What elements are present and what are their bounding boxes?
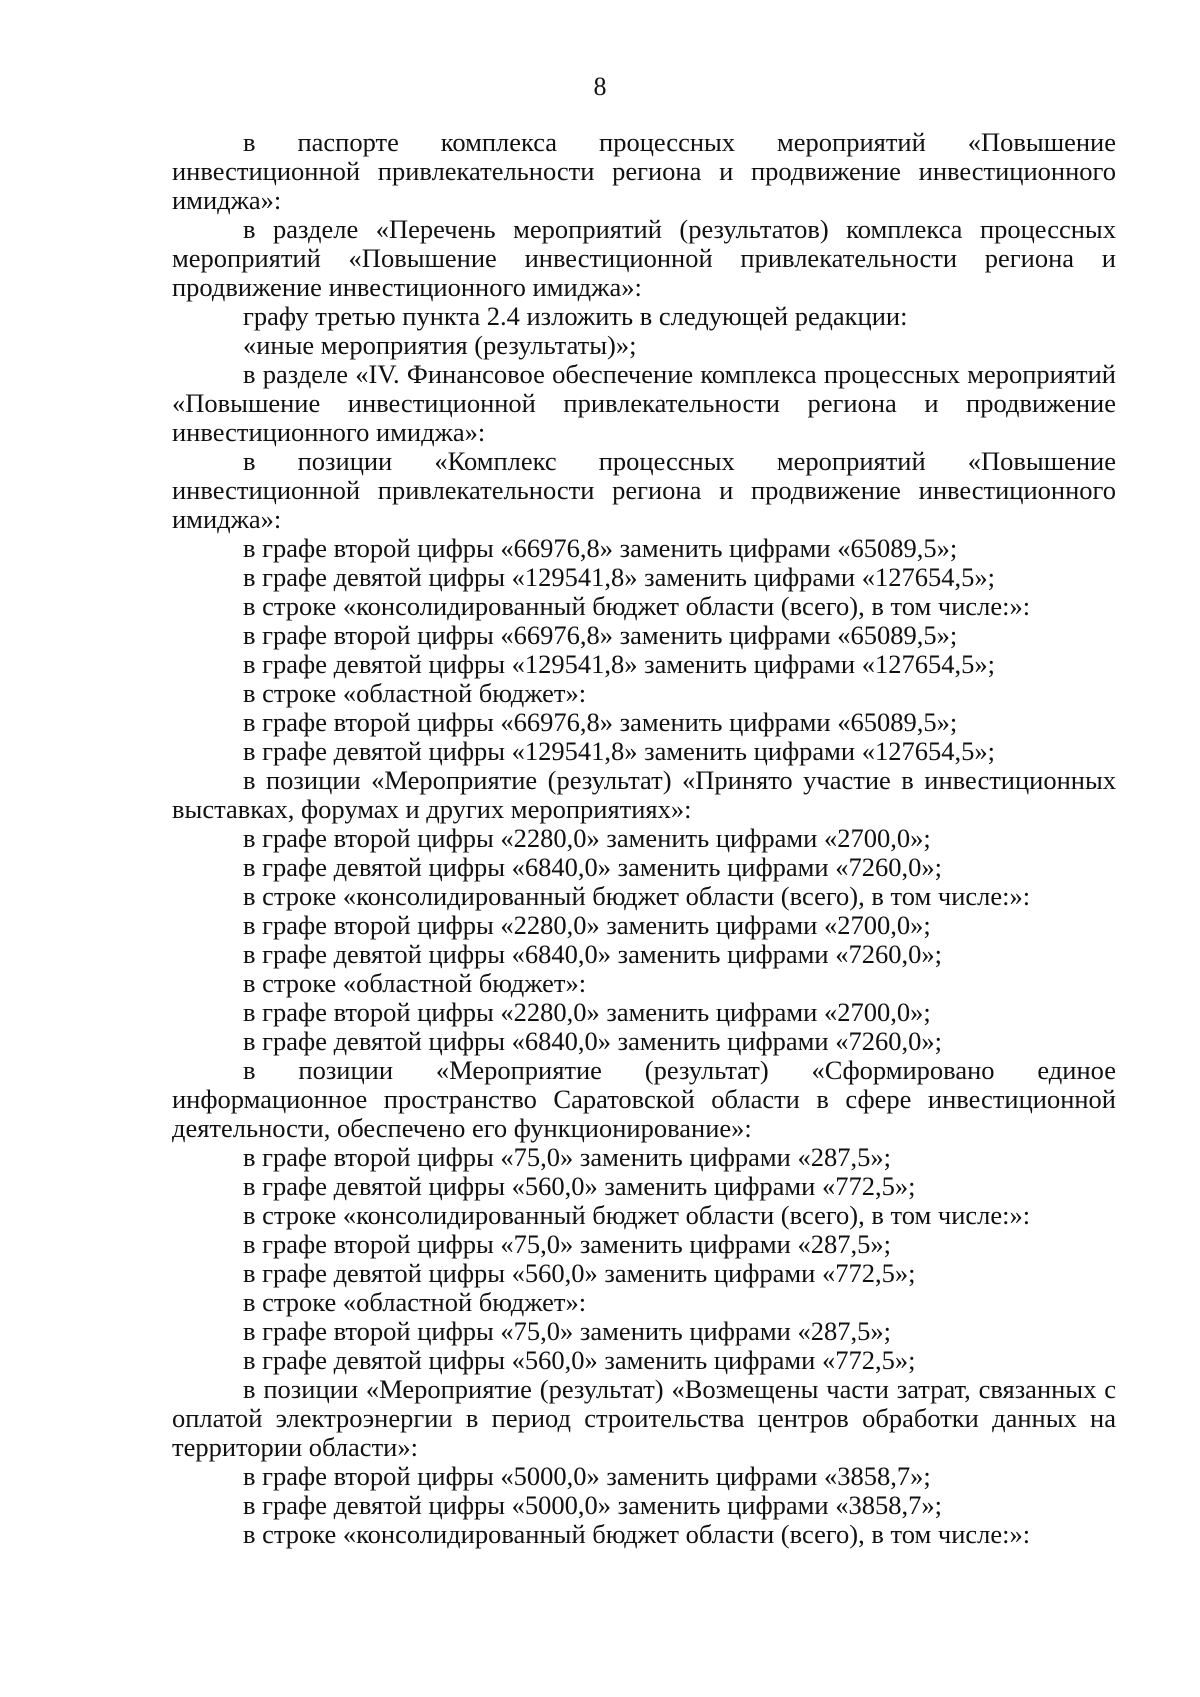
paragraph: в графе второй цифры «66976,8» заменить цифрами «65089,5»; (243, 533, 958, 563)
paragraph: в разделе «Перечень мероприятий (результатов) комплекса процессных мероприятий «Повышение инвестиционной привлекательности региона и продвижение инвестиционного имиджа»: (172, 214, 1116, 302)
paragraph: в строке «областной бюджет»: (243, 968, 587, 998)
paragraph: в графе второй цифры «75,0» заменить цифрами «287,5»; (243, 1142, 891, 1172)
paragraph: графу третью пункта 2.4 изложить в следующей редакции: (243, 301, 908, 331)
paragraph: в графе девятой цифры «560,0» заменить цифрами «772,5»; (243, 1345, 916, 1375)
paragraph: в строке «консолидированный бюджет области (всего), в том числе:»: (243, 1200, 1031, 1230)
paragraph: в графе девятой цифры «6840,0» заменить цифрами «7260,0»; (243, 1026, 942, 1056)
paragraph: в графе девятой цифры «129541,8» заменить цифрами «127654,5»; (243, 736, 995, 766)
paragraph: в графе девятой цифры «560,0» заменить цифрами «772,5»; (243, 1258, 916, 1288)
paragraph: в строке «консолидированный бюджет области (всего), в том числе:»: (243, 591, 1031, 621)
paragraph: в строке «областной бюджет»: (243, 678, 587, 708)
paragraph: в графе второй цифры «5000,0» заменить цифрами «3858,7»; (243, 1461, 931, 1491)
paragraph: в графе девятой цифры «129541,8» заменить цифрами «127654,5»; (243, 649, 995, 679)
paragraph: в графе девятой цифры «6840,0» заменить цифрами «7260,0»; (243, 852, 942, 882)
paragraph: в графе второй цифры «2280,0» заменить цифрами «2700,0»; (243, 823, 931, 853)
paragraph: в позиции «Комплекс процессных мероприятий «Повышение инвестиционной привлекательности региона и продвижение инвестиционного имиджа»: (172, 446, 1116, 534)
paragraph: «иные мероприятия (результаты)»; (243, 330, 637, 360)
paragraph: в строке «областной бюджет»: (243, 1287, 587, 1317)
paragraph: в графе девятой цифры «6840,0» заменить цифрами «7260,0»; (243, 939, 942, 969)
page-number: 8 (593, 72, 607, 101)
paragraph: в позиции «Мероприятие (результат) «Возмещены части затрат, связанных с оплатой электроэнергии в период строительства центров обработки данных на территории области»: (172, 1374, 1116, 1462)
paragraph: в графе второй цифры «2280,0» заменить цифрами «2700,0»; (243, 910, 931, 940)
paragraph: в графе второй цифры «2280,0» заменить цифрами «2700,0»; (243, 997, 931, 1027)
paragraph: в графе девятой цифры «560,0» заменить цифрами «772,5»; (243, 1171, 916, 1201)
paragraph: в графе второй цифры «75,0» заменить цифрами «287,5»; (243, 1229, 891, 1259)
paragraph: в строке «консолидированный бюджет области (всего), в том числе:»: (243, 1519, 1031, 1549)
paragraph: в позиции «Мероприятие (результат) «Принято участие в инвестиционных выставках, форумах и других мероприятиях»: (172, 765, 1116, 824)
paragraph: в графе второй цифры «75,0» заменить цифрами «287,5»; (243, 1316, 891, 1346)
paragraph: в графе второй цифры «66976,8» заменить цифрами «65089,5»; (243, 620, 958, 650)
paragraph: в позиции «Мероприятие (результат) «Сформировано единое информационное пространство Саратовской области в сфере инвестиционной деятельности, обеспечено его функционирование»: (172, 1055, 1116, 1143)
paragraph: в графе девятой цифры «5000,0» заменить цифрами «3858,7»; (243, 1490, 942, 1520)
paragraph: в строке «консолидированный бюджет области (всего), в том числе:»: (243, 881, 1031, 911)
paragraph: в паспорте комплекса процессных мероприятий «Повышение инвестиционной привлекательности региона и продвижение инвестиционного имиджа»: (172, 127, 1116, 215)
paragraph: в разделе «IV. Финансовое обеспечение комплекса процессных мероприятий «Повышение инвестиционной привлекательности региона и продвижение инвестиционного имиджа»: (172, 359, 1116, 447)
paragraph: в графе девятой цифры «129541,8» заменить цифрами «127654,5»; (243, 562, 995, 592)
document-body (172, 128, 1116, 1549)
paragraph: в графе второй цифры «66976,8» заменить цифрами «65089,5»; (243, 707, 958, 737)
